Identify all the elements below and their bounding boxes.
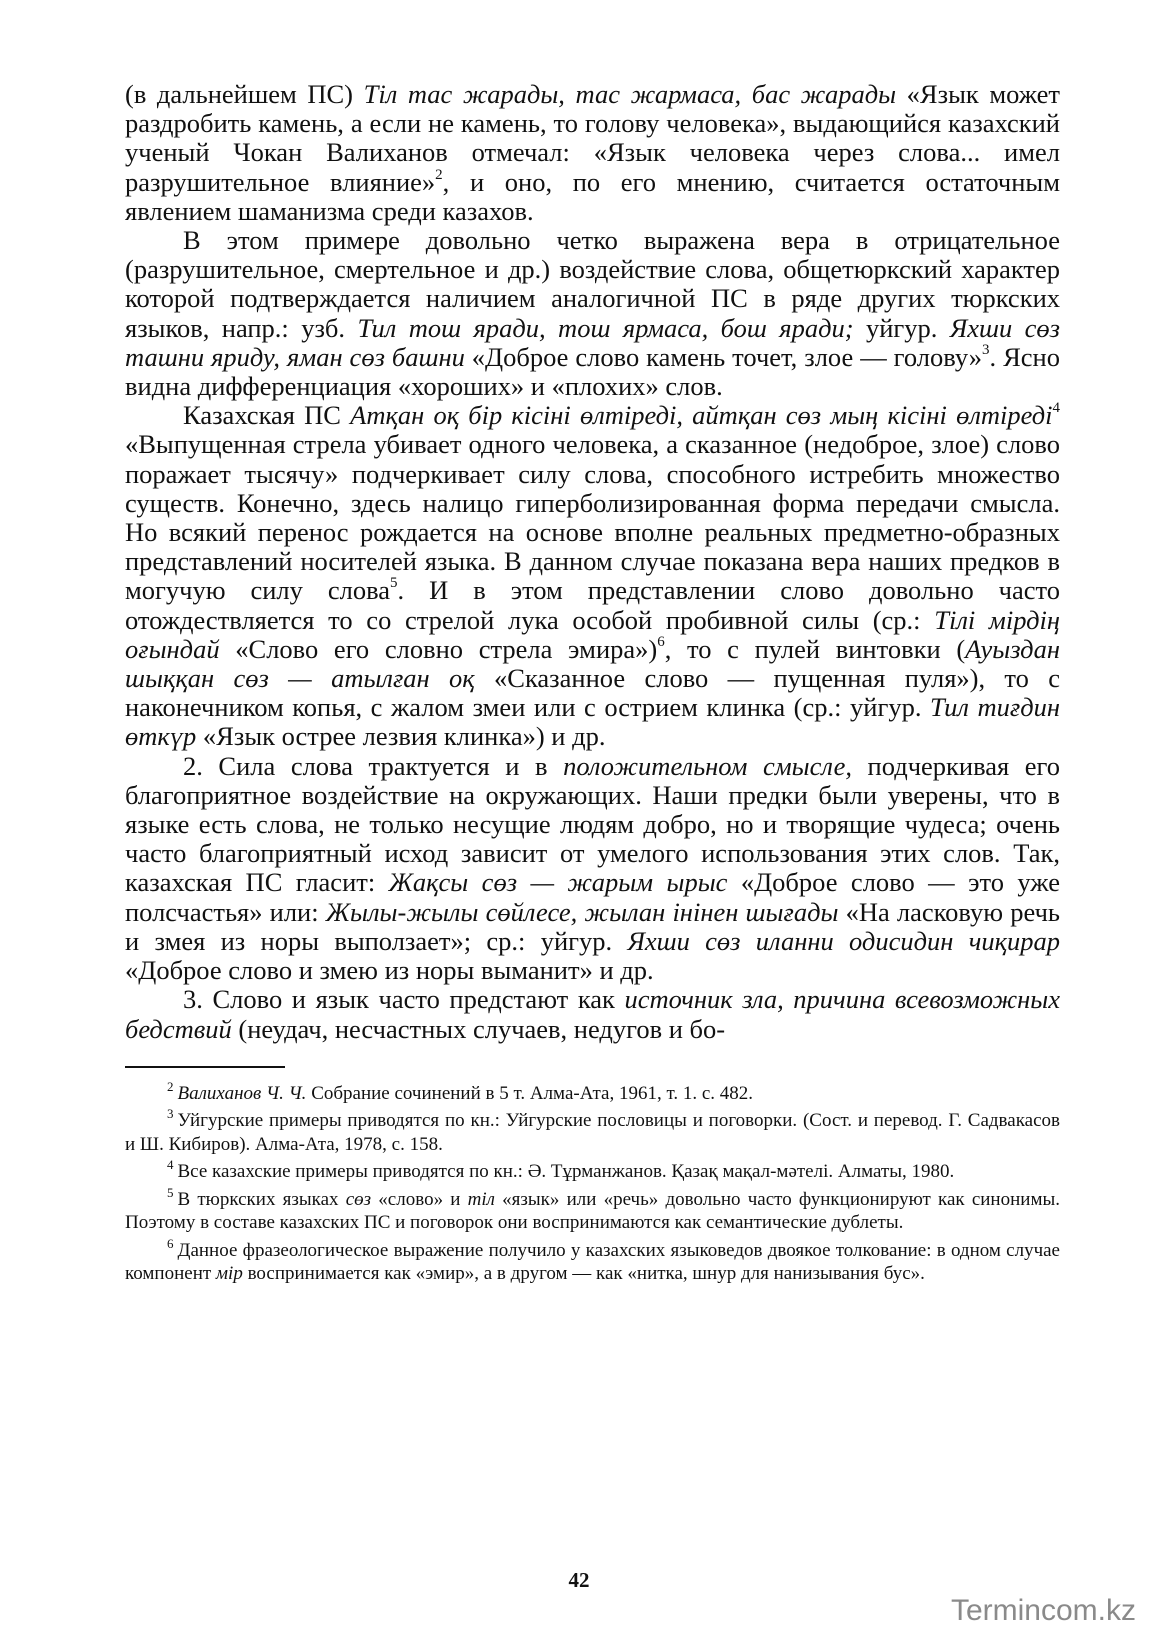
footnote-6 xyxy=(125,1235,1060,1286)
text-run: «Доброе слово камень точет, злое — голову» xyxy=(464,341,983,372)
footnote-marker: 6 xyxy=(167,1235,174,1251)
text-run: «Слово его словно стрела эмира») xyxy=(219,633,658,664)
italic-text-run: Тіл тас жарады, тас жармаса, бас жарады xyxy=(363,79,897,109)
italic-text-run: источник зла, причина всевозможных бедствий xyxy=(125,984,1061,1044)
italic-text-run: Тил тош яради, тош ярмаса, бош яради; xyxy=(357,312,854,343)
text-run: Данное фразеологическое выражение получило у казахских языковедов двоякое толкование: в одном случае компонент xyxy=(125,1239,1060,1285)
italic-text-run: мір xyxy=(215,1263,243,1285)
footnote-marker: 4 xyxy=(167,1157,174,1173)
italic-text-run: Тілі мірдің оғындай xyxy=(125,604,1061,664)
italic-text-run: сөз xyxy=(345,1188,372,1210)
page-body xyxy=(125,80,1060,1290)
paragraph-2 xyxy=(125,226,1060,401)
text-run: В тюркских языках xyxy=(177,1188,346,1210)
footnote-marker: 6 xyxy=(657,633,665,650)
text-run: воспринимается как «эмир», а в другом — как «нитка, шнур для нанизывания бус». xyxy=(242,1263,925,1285)
text-run: . И в этом представлении слово довольно часто отождествляется то со стрелой лука особой пробивной силы (ср.: xyxy=(125,575,1061,635)
footnote-marker: 5 xyxy=(390,575,398,592)
text-run: (неудач, несчастных случаев, недугов и бо- xyxy=(231,1013,726,1044)
text-run: Собрание сочинений в 5 т. Алма-Ата, 1961, т. 1. с. 482. xyxy=(306,1082,754,1104)
text-run: подчеркивая его благоприятное воздействие на окружающих. Наши предки были уверены, что в языке есть слова, не только несущие людям добро, но и творящие чудеса; очень часто благоприятный исход зависит от умелого использования этих слов. Так, казахская ПС гласит: xyxy=(125,750,1060,898)
paragraph-5 xyxy=(125,985,1060,1043)
italic-text-run: Яхши сөз иланни одисидин чиқирар xyxy=(627,925,1060,956)
italic-text-run: Тил тиғдин өткүр xyxy=(125,692,1060,752)
footnote-2 xyxy=(125,1078,1060,1106)
text-run: «Язык может раздробить камень, а если не камень, то голову человека», выдающийся казахский ученый Чокан Валиханов отмечал: «Язык человека через слова... имел разрушительное влияние» xyxy=(125,79,1061,197)
italic-text-run: Жақсы сөз — жарым ырыс xyxy=(388,867,728,898)
footnote-4 xyxy=(125,1157,1060,1184)
footnote-5 xyxy=(125,1184,1060,1235)
italic-text-run: положительном смысле, xyxy=(563,750,852,781)
text-run: , то с пулей винтовки ( xyxy=(664,633,966,664)
text-run: «Доброе слово — это уже полсчастья» или: xyxy=(125,867,1060,927)
text-run: «На ласковую речь и змея из норы выползает»; ср.: уйгур. xyxy=(125,896,1060,956)
italic-text-run: Жылы-жылы сөйлесе, жылан інінен шығады xyxy=(325,896,839,927)
text-run: уйгур. xyxy=(853,312,950,343)
footnote-marker: 2 xyxy=(167,1078,174,1094)
italic-text-run: тіл xyxy=(467,1188,495,1210)
text-run: «слово» и xyxy=(371,1188,468,1210)
main-text xyxy=(125,80,1060,1044)
footnote-3 xyxy=(125,1106,1060,1156)
footnotes xyxy=(125,1078,1060,1286)
text-run: Казахская ПС xyxy=(183,400,351,431)
site-watermark: Termincom.kz xyxy=(950,1594,1136,1627)
text-run: В этом примере довольно четко выражена вера в отрицательное (разрушительное, смертельное и др.) воздействие слова, общетюркский характер которой подтверждается наличием аналогичной ПС в ряде других тюркских языков, напр.: узб. xyxy=(125,225,1060,343)
text-run: . Ясно видна дифференциация «хороших» и «плохих» слов. xyxy=(125,341,1060,402)
paragraph-4 xyxy=(125,752,1060,986)
text-run: «Язык острее лезвия клинка») и др. xyxy=(196,721,606,752)
italic-text-run: Атқан оқ бір кісіні өлтіреді, айтқан сөз мың кісіні өлтіреді xyxy=(350,400,1053,431)
page-number: 42 xyxy=(568,1568,590,1592)
text-run: , и оно, по его мнению, считается остаточным явлением шаманизма среди казахов. xyxy=(125,166,1060,226)
paragraph-1 xyxy=(125,80,1060,226)
footnote-marker: 4 xyxy=(1052,400,1060,417)
text-run: 2. Сила слова трактуется и в xyxy=(183,750,564,781)
italic-text-run: Ауыздан шыққан сөз — атылған оқ xyxy=(125,633,1060,694)
text-run: «язык» или «речь» довольно часто функционируют как синонимы. Поэтому в составе казахских ПС и поговорок они воспринимаются как семантические дублеты. xyxy=(125,1188,1060,1234)
footnote-divider xyxy=(125,1066,285,1068)
paragraph-3 xyxy=(125,401,1060,751)
text-run: Все казахские примеры приводятся по кн.: Ә. Тұрманжанов. Қазақ мақал-мәтелі. Алматы, 1980. xyxy=(177,1161,955,1183)
footnote-marker: 3 xyxy=(167,1106,174,1122)
text-run: Уйгурские примеры приводятся по кн.: Уйгурские пословицы и поговорки. (Сост. и перевод. Г. Садвакасов и Ш. Кибиров). Алма-Ата, 1978, с. 158. xyxy=(125,1110,1060,1155)
text-run: «Выпущенная стрела убивает одного человека, а сказанное (недоброе, злое) слово поражает тысячу» подчеркивает силу слова, способного истребить множество существ. Конечно, здесь налицо гиперболизированная форма передачи смысла. Но всякий перенос рождается на основе вполне реальных предметно-образных представлений носителей языка. В данном случае показана вера наших предков в могучую силу слова xyxy=(125,429,1060,606)
italic-text-run: Яхши сөз ташни яриду, яман сөз башни xyxy=(125,312,1061,372)
text-run: (в дальнейшем ПС) xyxy=(125,79,364,109)
footnote-marker: 5 xyxy=(167,1184,174,1200)
text-run: 3. Слово и язык часто предстают как xyxy=(183,984,625,1015)
text-run: «Сказанное слово — пущенная пуля»), то с наконечником копья, с жалом змеи или с острием клинка (ср.: уйгур. xyxy=(125,663,1060,723)
footnote-marker: 2 xyxy=(435,166,443,183)
footnote-marker: 3 xyxy=(982,341,990,358)
italic-text-run: Валиханов Ч. Ч. xyxy=(177,1082,307,1104)
text-run: «Доброе слово и змею из норы выманит» и др. xyxy=(125,955,654,986)
